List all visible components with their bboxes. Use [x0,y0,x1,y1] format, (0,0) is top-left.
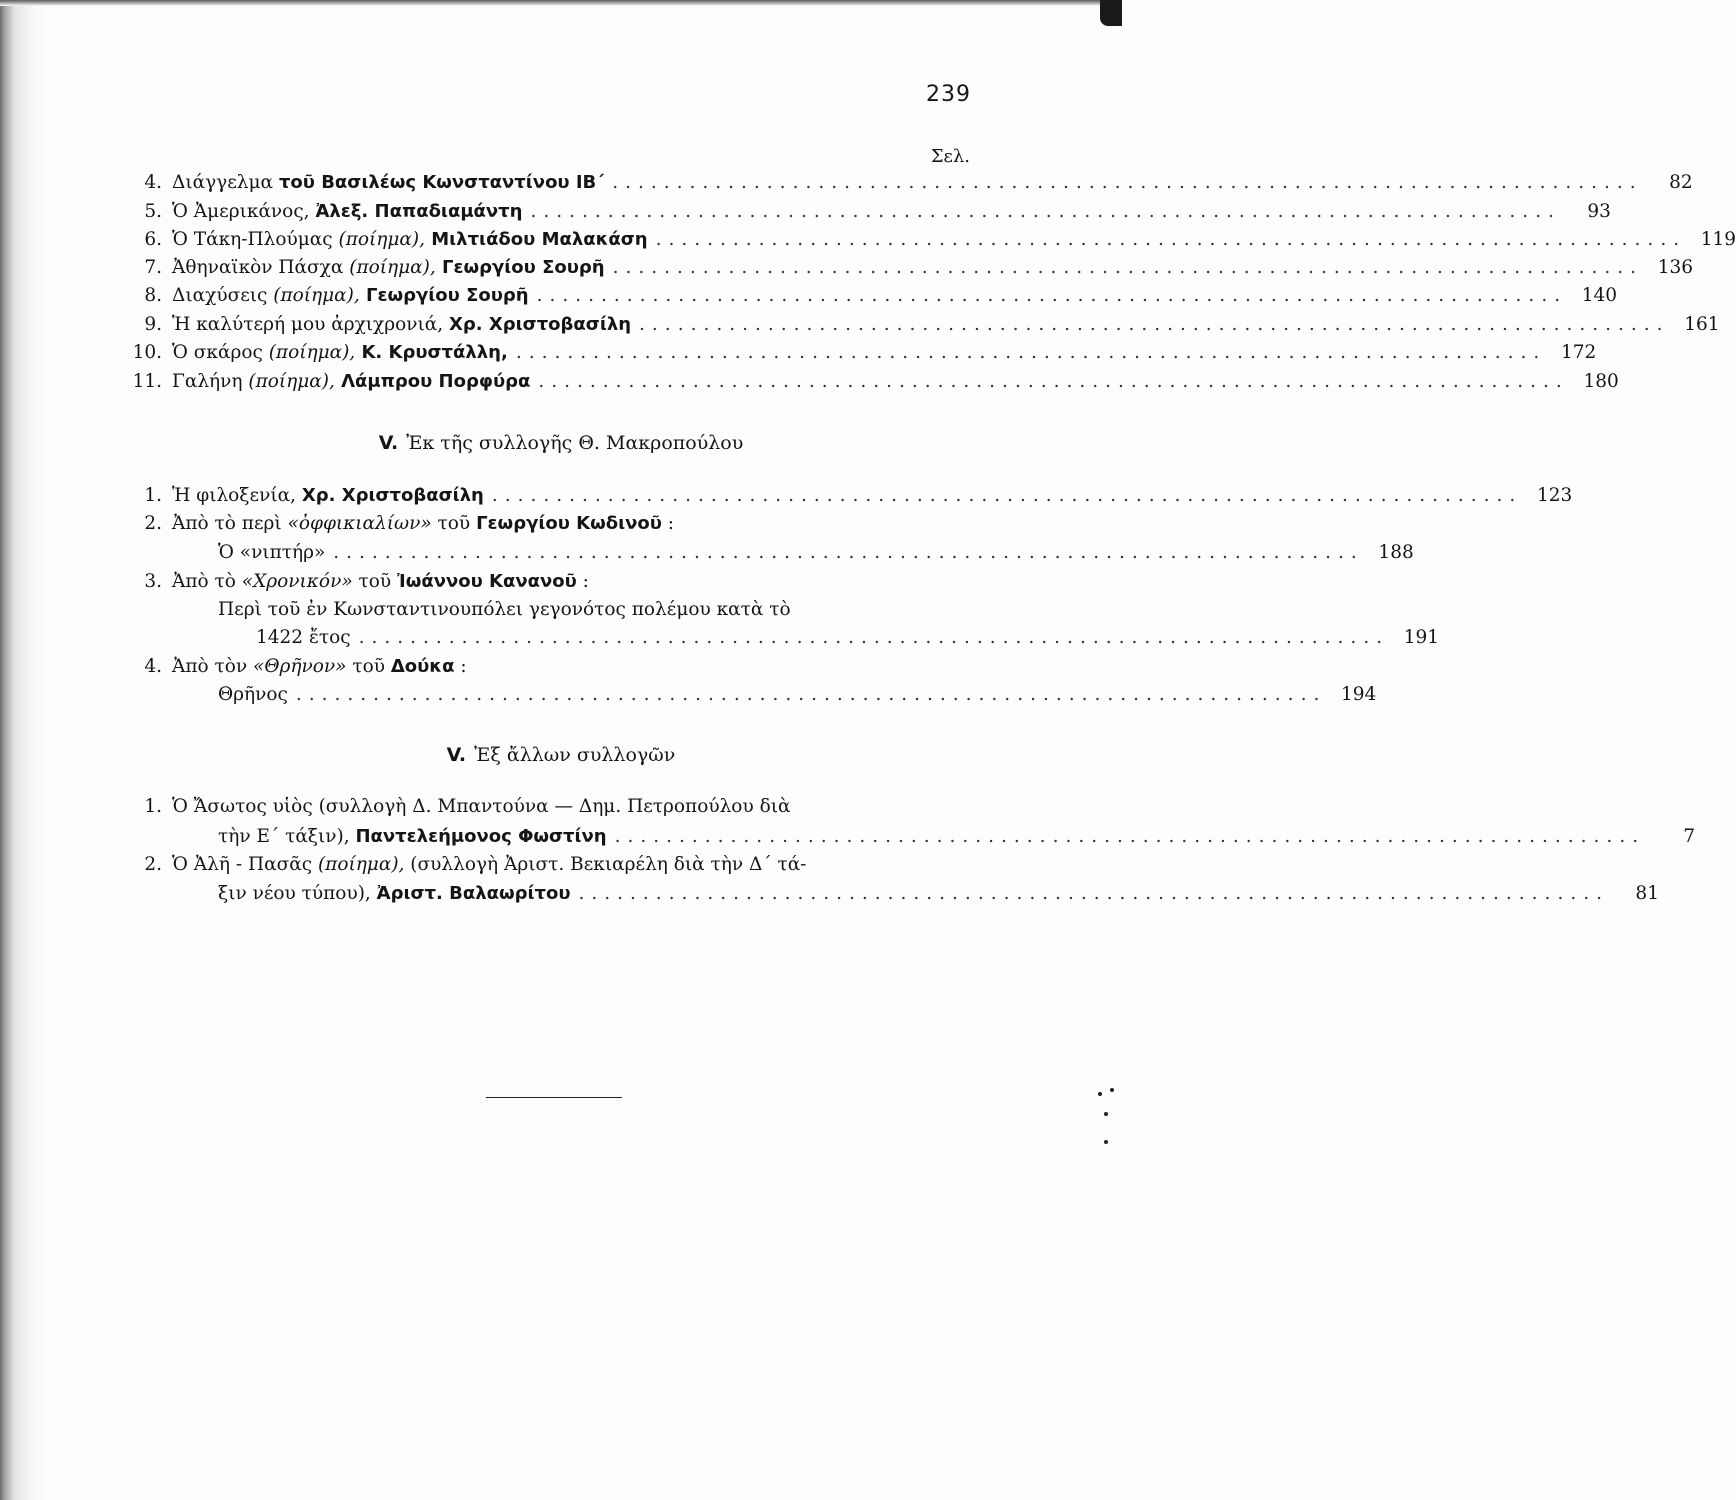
entry-title [218,684,288,705]
entry-number: 4. [144,656,162,677]
entry-author: Ἰωάννου Κανανοῦ [397,571,577,592]
entry-title [256,627,351,648]
toc-entry-continuation[interactable] [218,826,1696,852]
entry-author: Χρ. Χριστοβασίλη [301,485,484,506]
entry-text: 1422 ἔτος [256,627,351,648]
entry-number: 10. [132,342,162,363]
scan-top-edge [0,0,1122,6]
entry-author: Ἀριστ. Βαλαωρίτου [376,883,571,904]
entry-text: τὴν Ε΄ τάξιν), [218,826,356,847]
entry-genre: (ποίημα), [338,229,425,250]
entry-text: τοῦ [346,656,391,677]
entry-author: τοῦ Βασιλέως Κωνσταντίνου ΙΒ΄ [278,172,605,193]
toc-entry[interactable] [130,172,1693,198]
entry-text: Θρῆνος [218,684,288,705]
entry-number: 7. [144,257,162,278]
entry-text: Ὁ Τάκη-Πλούμας [172,229,339,250]
toc-entry[interactable] [130,229,1736,255]
entry-number: 1. [144,796,162,817]
entry-page-number: 180 [1583,371,1619,392]
toc-entry[interactable] [130,257,1694,283]
dot-leader: ................................................................................ [333,542,1364,563]
entry-number: 4. [144,172,162,193]
entry-page-number: 161 [1684,314,1720,335]
dot-leader: ................................................................................ [515,342,1547,363]
entry-text: ξιν νέου τύπου), [218,883,377,904]
entry-title [172,513,674,534]
toc-entry-line[interactable] [130,571,589,597]
entry-author: Γεωργίου Σουρῆ [359,285,529,306]
entry-genre: (ποίημα), [273,285,360,306]
entry-text: Ἡ καλύτερή μου ἀρχιχρονιά, [172,314,450,335]
entry-number: 6. [144,229,162,250]
entry-text: Ὁ σκάρος [172,342,269,363]
dot-leader: ................................................................................ [491,485,1523,506]
entry-text: : [576,571,589,592]
entry-author: Κ. Κρυστάλλη, [355,342,508,363]
entry-text: : [454,656,467,677]
entry-author: Παντελεήμονος Φωστίνη [355,826,607,847]
dot-leader: ................................................................................ [358,627,1390,648]
entry-text: Ὁ «νιπτήρ» [218,542,326,563]
page-column-label: Σελ. [930,146,970,167]
entry-title [172,656,467,677]
entry-title [172,172,604,193]
entry-page-number: 82 [1669,172,1693,193]
entry-text: τοῦ [352,571,398,592]
scan-speck [1098,1092,1102,1096]
entry-title [218,542,325,563]
toc-entry-line[interactable] [130,656,467,682]
toc-entry-continuation[interactable] [218,883,1659,909]
toc-entry-line[interactable] [130,513,674,539]
dot-leader: ................................................................................ [614,826,1646,847]
entry-text: Γαλήνη [172,371,249,392]
entry-text: Ὁ Ἀμερικάνος, [172,201,316,222]
entry-genre: (ποίημα), [268,342,356,363]
toc-entry-continuation[interactable] [218,542,1414,568]
entry-genre: «Χρονικόν» [241,571,353,592]
entry-page-number: 136 [1657,257,1694,278]
entry-title [172,796,790,817]
dot-leader: ................................................................................ [612,257,1644,278]
entry-title [172,571,589,592]
entry-title [172,342,508,363]
section-title: Ἐξ ἄλλων συλλογῶν [474,744,676,766]
dot-leader: ................................................................................ [612,172,1643,193]
entry-number: 2. [144,854,162,875]
entry-number: 9. [144,314,162,335]
toc-entry[interactable] [130,314,1720,340]
entry-author: Χρ. Χριστοβασίλη [449,314,632,335]
entry-author: Λάμπρου Πορφύρα [334,371,531,392]
entry-text: Ὁ Ἀλῆ - Πασᾶς [172,854,318,875]
entry-genre: (ποίημα), [317,854,405,875]
entry-text: Ὁ Ἄσωτος υἱὸς (συλλογὴ Δ. Μπαντούνα — Δημ. Πετροπούλου διὰ [172,796,791,817]
entry-page-number: 81 [1635,883,1659,904]
toc-entry-continuation[interactable] [218,684,1377,710]
entry-title [218,883,571,904]
dot-leader: ................................................................................ [639,314,1670,335]
dot-leader: ................................................................................ [536,285,1568,306]
dot-leader: ................................................................................ [655,229,1687,250]
entry-title [172,257,605,278]
entry-text: (συλλογὴ Ἀριστ. Βεκιαρέλη διὰ τὴν Δ΄ τά- [404,854,807,875]
entry-text: : [661,513,675,534]
entry-text: Ἡ φιλοξενία, [172,485,302,506]
entry-text: Περὶ τοῦ ἐν Κωνσταντινουπόλει γεγονότος πολέμου κατὰ τὸ [218,599,791,620]
entry-number: 5. [144,201,162,222]
entry-number: 2. [144,513,162,534]
entry-author: Γεωργίου Κωδινοῦ [476,513,662,534]
entry-genre: (ποίημα), [248,371,335,392]
entry-text: Διαχύσεις [172,285,274,306]
scan-corner-mark [1100,0,1122,26]
scan-speck [1104,1140,1108,1144]
section-numeral: V. [446,744,467,766]
end-rule [486,1097,622,1098]
entry-title [172,201,523,222]
entry-title [172,314,631,335]
entry-page-number: 119 [1700,229,1736,250]
entry-text: Ἀπὸ τὸ [172,571,242,592]
entry-title [172,485,484,506]
dot-leader: ................................................................................ [538,371,1569,392]
section-heading-makropoulou [0,432,1122,454]
scan-speck [1110,1088,1114,1092]
entry-genre: «ὀφφικιαλίων» [287,513,432,534]
entry-author: Ἀλεξ. Παπαδιαμάντη [315,201,523,222]
toc-entry[interactable] [130,285,1618,311]
entry-author: Γεωργίου Σουρῆ [435,257,605,278]
dot-leader: ................................................................................ [530,201,1561,222]
entry-page-number: 188 [1378,542,1414,563]
scan-speck [1104,1112,1108,1116]
entry-text: Ἀπὸ τὸ περὶ [172,513,288,534]
entry-title [172,229,648,250]
toc-entry-text [218,599,791,625]
entry-page-number: 123 [1537,485,1573,506]
toc-entry[interactable] [130,485,1573,511]
entry-text: Ἀπὸ τὸν [172,656,254,677]
section-title: Ἐκ τῆς συλλογῆς Θ. Μακροπούλου [406,432,744,454]
entry-author: Μιλτιάδου Μαλακάση [424,229,648,250]
entry-page-number: 140 [1581,285,1618,306]
toc-entry[interactable] [130,342,1597,368]
entry-author: Δούκα [390,656,455,677]
entry-genre: «Θρῆνον» [253,656,347,677]
toc-entry-line[interactable] [130,854,806,880]
entry-page-number: 7 [1683,826,1696,847]
entry-page-number: 93 [1587,201,1611,222]
entry-number: 1. [144,485,162,506]
entry-text: Διάγγελμα [172,172,279,193]
entry-text: Ἀθηναϊκὸν Πάσχα [172,257,350,278]
toc-entry-continuation[interactable] [256,627,1440,653]
toc-entry-line[interactable] [130,796,790,822]
entry-page-number: 172 [1560,342,1597,363]
entry-title [172,285,529,306]
section-numeral: V. [378,432,399,454]
entry-number: 11. [132,371,162,392]
entry-title [172,371,530,392]
page-number: 239 [926,82,971,107]
toc-entry[interactable] [130,371,1619,397]
entry-genre: (ποίημα), [349,257,436,278]
entry-text: τοῦ [431,513,477,534]
toc-entry[interactable] [130,201,1611,227]
entry-title [218,826,607,847]
entry-number: 3. [144,571,162,592]
entry-number: 8. [144,285,162,306]
section-heading-other-collections [0,744,1122,766]
entry-title [172,854,806,875]
entry-page-number: 191 [1403,627,1440,648]
entry-page-number: 194 [1341,684,1377,705]
dot-leader: ................................................................................ [295,684,1327,705]
dot-leader: ................................................................................ [578,883,1609,904]
